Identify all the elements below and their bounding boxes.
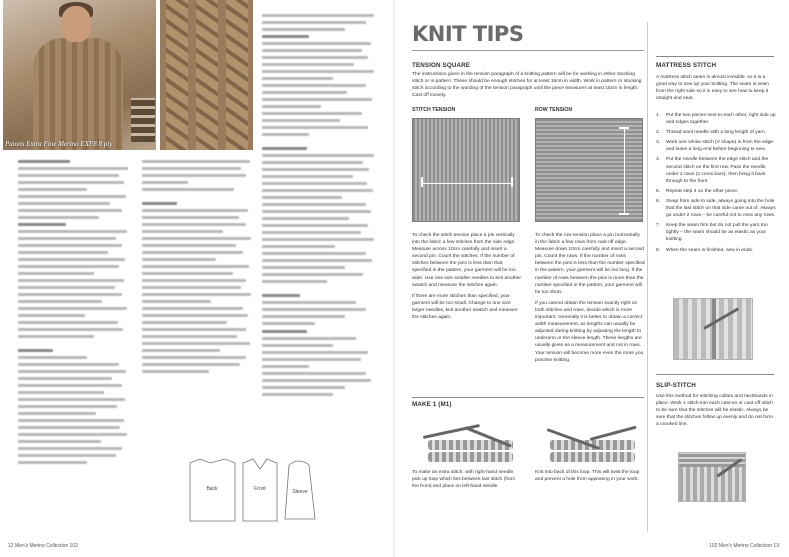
mattress-stitch-steps (656, 112, 776, 257)
stitch-tension-swatch (412, 118, 520, 222)
title-rule (412, 50, 644, 51)
page-title: KNIT TIPS (412, 22, 524, 46)
slip-stitch-illustration (678, 452, 746, 502)
needle-shape (590, 426, 637, 441)
page-folio: 102 Men's Merino Collection 13 (709, 543, 779, 549)
page-folio: 12 Men's Merino Collection 102 (8, 543, 78, 549)
section-rule (412, 397, 644, 398)
pattern-text-block (262, 330, 380, 400)
list-item: 6. Swap from side to side, always going into the hole that the last stitch on that side came out of. Always go under 2 rows – be careful not to miss any rows. (656, 198, 776, 219)
knit-stitches (550, 452, 635, 462)
row-tension-para-1: To check the row tension place a pin horizontally in the fabric a few rows from cast-off edge. Measure down 10cm carefully and insert a second pin. Count the rows. If the number of rows between the pins is less than the number specified in the pattern, your garment will be too long. If the number of rows between the pins is more than the number specified in the pattern, your garment will be too short. (535, 233, 645, 295)
stitch-tension-para-1: To check the stitch tension place a pin vertically into the fabric a few stitches from the side edge. Measure across 10cm carefully and insert a second pin. Count the stitches. If the number of stitches between the pins is less than that specified in the pattern, your garment will be too wide. Use one size smaller needles to knit another swatch and measure the stitches again. (412, 233, 522, 288)
schematic-label-sleeve: Sleeve (292, 489, 308, 495)
pin-marker (619, 213, 629, 215)
slip-stitch-heading: SLIP-STITCH (656, 382, 696, 389)
schematic-drawing (185, 455, 320, 525)
model-head (61, 6, 91, 42)
make-one-heading: MAKE 1 (M1) (412, 401, 452, 408)
mattress-stitch-illustration (673, 298, 753, 360)
knit-stitches (428, 452, 513, 462)
cable-strand (226, 0, 248, 150)
book-stack (131, 98, 155, 142)
mattress-stitch-intro: A mattress stitch seam is almost invisible, so it is a good way to sew up your knitting. The seam is sewn from the right side so it is easy to see how to keep it straight and neat. (656, 75, 769, 102)
make-one-step2-illustration (545, 418, 640, 468)
photo-caption: Patons Extra Fine Merino EXF8 8 ply (5, 140, 113, 148)
make-one-step2-text: Knit into back of this loop. This will twist the loop and prevent a hole from appearing in your work. (535, 470, 640, 483)
make-one-step1-illustration (423, 418, 518, 468)
section-rule (656, 374, 774, 375)
list-item: 4. Put the needle between the edge stitch and the second stitch on the first row. Pass the needle under 2 rows (2 cross bars), then bring it back through to the front. (656, 157, 769, 184)
schematic-label-front: Front (254, 486, 266, 492)
sweater-shape (33, 38, 123, 150)
model-photo (3, 0, 156, 150)
row-tension-text (535, 232, 645, 368)
column-divider (647, 22, 648, 532)
garment-schematic (185, 455, 320, 525)
row-tension-heading: ROW TENSION (535, 107, 573, 113)
needle-shape (703, 307, 739, 330)
pattern-text-block (18, 160, 133, 468)
list-item: 2. Thread wool needle with a long length of yarn. (656, 130, 767, 136)
list-item: 7. Keep the seam firm but do not pull the yarn too tightly – the seam should be as elastic as your knitting. (656, 223, 768, 243)
stitch-tension-text (412, 232, 522, 325)
stitch-tension-heading: STITCH TENSION (412, 107, 456, 113)
row-tension-swatch (535, 118, 643, 222)
right-page (395, 0, 789, 557)
cable-closeup-photo (160, 0, 253, 150)
pattern-text-block (262, 14, 380, 329)
tension-square-heading: TENSION SQUARE (412, 62, 471, 69)
list-item: 8. When the seam is finished, sew in ends. (656, 247, 754, 253)
list-item: 5. Repeat step 4 on the other piece. (656, 188, 739, 194)
left-page (0, 0, 394, 557)
tension-square-intro: The instructions given in the tension paragraph of a knitting pattern will be for working in either stocking stitch or in pattern. These should be enough stitches for at least 15cm in width. Work in pattern or stocking stitch according to the wording of the tension paragraph until the piece measures at least 15cm in length. Cast off loosely. (412, 72, 642, 99)
pin-marker (511, 177, 513, 187)
pattern-text-block (142, 160, 257, 377)
stitch-tension-para-2: If there are more stitches than specified, your garment will be too small. Change to one size larger needles, knit another swatch and measure the stitches again. (412, 293, 518, 321)
pin-marker (421, 177, 423, 187)
cable-strand (196, 0, 218, 150)
make-one-step1-text: To make an extra stitch, with right-hand needle, pick up loop which lies between last stitch (from the front) and place on left-hand needle. (412, 470, 516, 490)
list-item: 3. Work one whole stitch (V shape) in from the edge and leave a long end before beginning to sew. (656, 140, 774, 153)
measure-pins (421, 183, 513, 184)
cable-strand (166, 0, 188, 150)
list-item: 1. Put the two pieces next to each other, right side up and edges together. (656, 113, 776, 126)
pin-marker (619, 127, 629, 129)
slip-stitch-text: Use this method for stitching collars and neckbands in place. Work 1 stitch into each cast-on or cast-off stitch to be sure that the stitches will be elastic. Always be sure that the stitches follow up evenly and do not form a crooked line. (656, 394, 773, 428)
mattress-stitch-heading: MATTRESS STITCH (656, 62, 717, 69)
row-tension-para-2: If you cannot obtain the tension exactly right on both stitches and rows, decide which is more important. Generally it is better to obtain a correct width measurement, as lengths can usually be adjusted during knitting by adjusting the length to underarm or the sleeve length. These lengths are usually given as a measurement and not in rows. Your tension will become more even the more you practise knitting. (535, 300, 644, 363)
section-rule (656, 56, 774, 57)
measure-pins (624, 127, 625, 215)
schematic-label-back: Back (206, 486, 218, 492)
seam-line (712, 299, 716, 360)
